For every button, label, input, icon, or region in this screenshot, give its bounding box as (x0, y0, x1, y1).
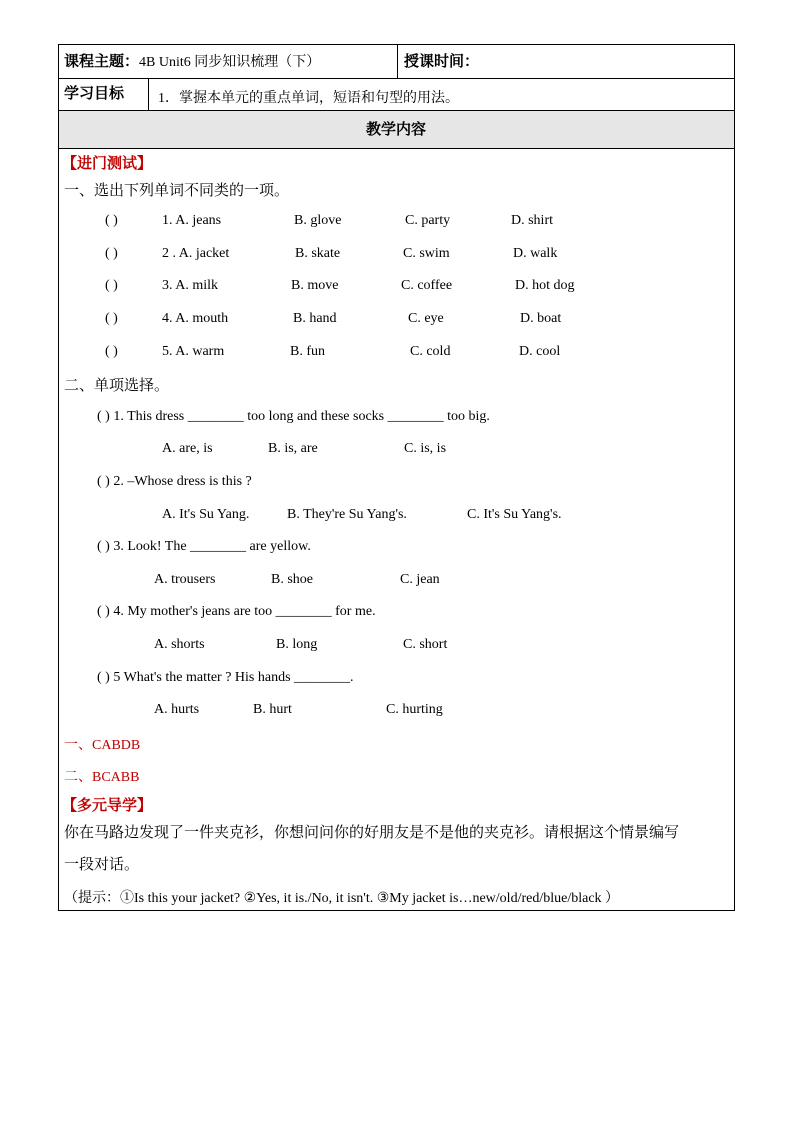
entry-test-heading: 【进门测试】 (62, 156, 153, 172)
part1-option-d: D. walk (513, 246, 558, 261)
part1-option-a: 2 . A. jacket (162, 246, 230, 261)
part2-option-b: B. They're Su Yang's. (287, 507, 407, 522)
multi-guide-text-line2: 一段对话。 (64, 857, 140, 873)
part1-option-d: D. boat (520, 311, 562, 326)
part2-option-b: B. is, are (268, 441, 318, 456)
part2-option-a: A. are, is (162, 441, 213, 456)
part1-option-a: 4. A. mouth (162, 311, 229, 326)
part1-option-b: B. glove (294, 213, 342, 228)
multi-guide-text-line1: 你在马路边发现了一件夹克衫，你想问问你的好朋友是不是他的夹克衫。请根据这个情景编写 (64, 825, 680, 841)
col-divider-time (397, 44, 398, 78)
part1-option-a: 3. A. milk (162, 278, 219, 293)
part1-option-b: B. fun (290, 344, 325, 359)
part1-option-c: C. swim (403, 246, 450, 261)
part2-option-b: B. shoe (271, 572, 313, 587)
topic-value: 4B Unit6 同步知识梳理（下） (139, 55, 321, 70)
part2-option-c: C. is, is (404, 441, 447, 456)
part1-paren: ( ) (105, 344, 118, 359)
goal-label: 学习目标 (64, 86, 125, 102)
multi-guide-hint: （提示：①Is this your jacket? ②Yes, it is./No, it isn't. ③My jacket is…new/old/red/blue/black ） (64, 891, 620, 906)
part1-option-b: B. move (291, 278, 339, 293)
part1-option-a: 5. A. warm (162, 344, 225, 359)
part2-option-a: A. hurts (154, 702, 200, 717)
table-border-left (58, 44, 59, 911)
part2-question: ( ) 2. –Whose dress is this ? (97, 474, 252, 489)
part1-option-d: D. cool (519, 344, 561, 359)
part1-option-b: B. hand (293, 311, 337, 326)
topic-row (64, 50, 320, 71)
part2-option-a: A. trousers (154, 572, 216, 587)
part1-option-d: D. hot dog (515, 278, 575, 293)
topic-label: 课程主题： (64, 54, 140, 70)
part2-option-c: C. hurting (386, 702, 443, 717)
part2-option-a: A. It's Su Yang. (162, 507, 250, 522)
table-border-bottom (58, 910, 735, 911)
answer-part1: 一、CABDB (64, 738, 141, 753)
part1-paren: ( ) (105, 311, 118, 326)
part2-question: ( ) 1. This dress ________ too long and these socks ________ too big. (97, 409, 490, 424)
part2-question: ( ) 5 What's the matter ? His hands ________. (97, 670, 354, 685)
goal-text: 1．掌握本单元的重点单词，短语和句型的用法。 (158, 91, 459, 106)
part2-option-c: C. short (403, 637, 448, 652)
table-border-right (734, 44, 735, 911)
part2-question: ( ) 3. Look! The ________ are yellow. (97, 539, 311, 554)
time-label: 授课时间： (404, 54, 480, 70)
part1-option-b: B. skate (295, 246, 341, 261)
part1-option-a: 1. A. jeans (162, 213, 222, 228)
part1-option-d: D. shirt (511, 213, 553, 228)
part1-option-c: C. coffee (401, 278, 453, 293)
part2-option-b: B. hurt (253, 702, 292, 717)
part1-title: 一、选出下列单词不同类的一项。 (64, 183, 290, 199)
part2-option-a: A. shorts (154, 637, 205, 652)
part2-option-c: C. It's Su Yang's. (467, 507, 562, 522)
part1-option-c: C. eye (408, 311, 444, 326)
part2-title: 二、单项选择。 (64, 378, 170, 394)
row-divider-1 (58, 78, 735, 79)
part1-option-c: C. cold (410, 344, 451, 359)
part2-option-b: B. long (276, 637, 318, 652)
part1-option-c: C. party (405, 213, 451, 228)
part2-option-c: C. jean (400, 572, 440, 587)
col-divider-goal (148, 78, 149, 110)
row-divider-3 (58, 148, 735, 149)
content-title: 教学内容 (366, 122, 427, 138)
part1-paren: ( ) (105, 213, 118, 228)
multi-guide-heading: 【多元导学】 (62, 798, 153, 814)
part1-paren: ( ) (105, 246, 118, 261)
part1-paren: ( ) (105, 278, 118, 293)
answer-part2: 二、BCABB (64, 770, 140, 785)
part2-question: ( ) 4. My mother's jeans are too ________ for me. (97, 604, 376, 619)
